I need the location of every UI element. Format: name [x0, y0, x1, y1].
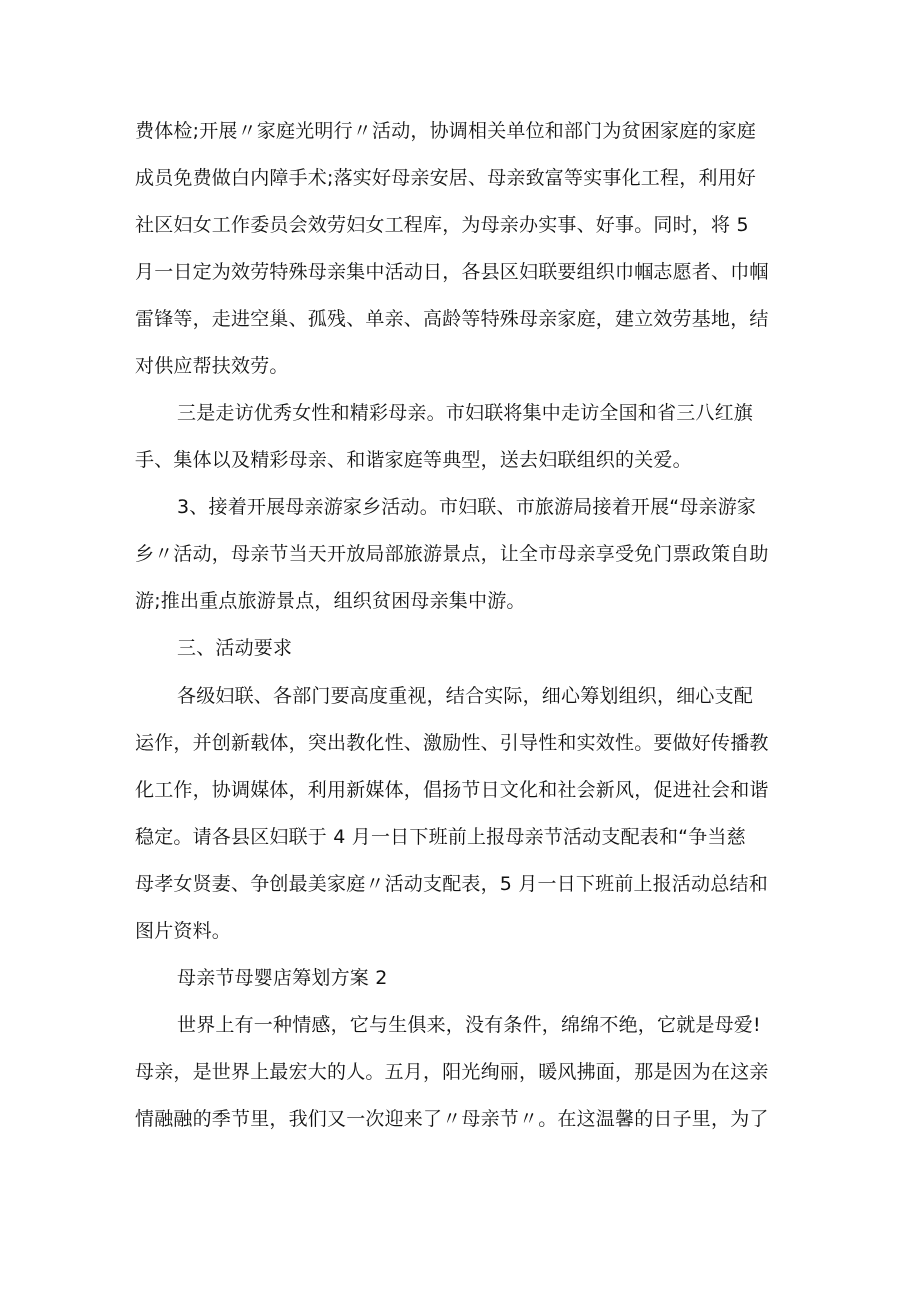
text-line: 运作，并创新载体，突出教化性、激励性、引导性和实效性。要做好传播教: [135, 732, 769, 754]
text-line: 乡〃活动，母亲节当天开放局部旅游景点，让全市母亲享受免门票政策自助: [135, 543, 769, 565]
text-line: 成员免费做白内障手术;落实好母亲安居、母亲致富等实事化工程，利用好: [135, 167, 757, 189]
text-line: 雷锋等，走进空巢、孤残、单亲、高龄等特殊母亲家庭，建立效劳基地，结: [135, 308, 769, 330]
text-line: 游;推出重点旅游景点，组织贫困母亲集中游。: [135, 590, 526, 612]
text-line: 各级妇联、各部门要高度重视，结合实际，细心筹划组织，细心支配: [177, 685, 754, 707]
text-line: 三是走访优秀女性和精彩母亲。市妇联将集中走访全国和省三八红旗: [177, 402, 754, 424]
text-line: 世界上有一种情感，它与生俱来，没有条件，绵绵不绝，它就是母爱!: [177, 1014, 761, 1036]
section-heading: 三、活动要求: [177, 637, 293, 659]
document-title: 母亲节母婴店筹划方案 2: [177, 967, 388, 989]
text-line: 对供应帮扶效劳。: [135, 355, 289, 377]
text-line: 3、接着开展母亲游家乡活动。市妇联、市旅游局接着开展“母亲游家: [177, 496, 757, 518]
text-line: 月一日定为效劳特殊母亲集中活动日，各县区妇联要组织巾帼志愿者、巾帼: [135, 261, 769, 283]
text-line: 图片资料。: [135, 920, 232, 942]
text-line: 稳定。请各县区妇联于 4 月一日下班前上报母亲节活动支配表和“争当慈: [135, 826, 746, 848]
text-line: 费体检;开展〃家庭光明行〃活动，协调相关单位和部门为贫困家庭的家庭: [135, 120, 757, 142]
text-line: 母孝女贤妻、争创最美家庭〃活动支配表，5 月一日下班前上报活动总结和: [135, 873, 768, 895]
text-line: 母亲，是世界上最宏大的人。五月，阳光绚丽，暖风拂面，那是因为在这亲: [135, 1061, 769, 1083]
text-line: 化工作，协调媒体，利用新媒体，倡扬节日文化和社会新风，促进社会和谐: [135, 779, 769, 801]
text-line: 手、集体以及精彩母亲、和谐家庭等典型，送去妇联组织的关爱。: [135, 449, 692, 471]
text-line: 社区妇女工作委员会效劳妇女工程库，为母亲办实事、好事。同时，将 5: [135, 214, 749, 236]
text-line: 情融融的季节里，我们又一次迎来了〃母亲节〃。在这温馨的日子里，为了: [135, 1108, 769, 1130]
